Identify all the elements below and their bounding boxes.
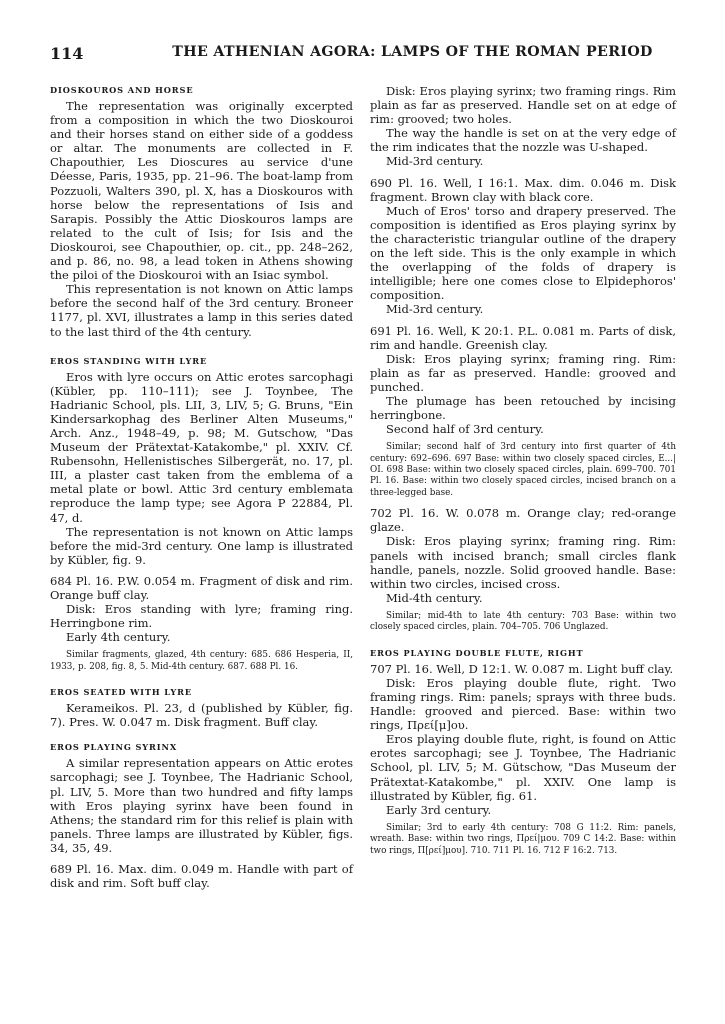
section-heading-eros-standing-lyre: EROS STANDING WITH LYRE — [50, 355, 208, 366]
left-column — [50, 84, 353, 890]
paragraph: The plumage has been retouched by incising herringbone. — [370, 393, 676, 423]
paragraph: Early 3rd century. — [386, 802, 492, 817]
paragraph: Early 4th century. — [66, 630, 171, 645]
paragraph: The representation was originally excerpted from a composition in which the two Dioskouroi and their horses stand on either side of a goddess or altar. The monuments are collected in F. Chapouthier, Les Dioscures au service d'une Déesse, Paris, 1935, pp. 21–96. The boat-lamp from Pozzuoli, Walters 390, pl. X, has a Dioskouros with horse below the representations of Isis and Sarapis. Possibly the Attic Dioskouros lamps are related to the cult of Isis; for Isis and the Dioskouroi, see Chapouthier, op. cit., pp. 248–262, and p. 86, no. 98, a lead token in Athens showing the piloi of the Dioskouroi with an Isiac symbol. — [50, 99, 353, 283]
similar-note-702: Similar; mid-4th to late 4th century: 703 Base: within two closely spaced circles, plain. 704–705. 706 Unglazed. — [370, 610, 676, 633]
paragraph: Disk: Eros playing syrinx; framing ring. Rim: plain as far as preserved. Handle: grooved and punched. — [370, 351, 676, 394]
catalogue-entry-702: 702 Pl. 16. W. 0.078 m. Orange clay; red-orange glaze. — [370, 506, 676, 535]
paragraph: The representation is not known on Attic lamps before the mid-3rd century. One lamp is illustrated by Kübler, fig. 9. — [50, 524, 353, 567]
section-heading-dioskouros: DIOSKOUROS AND HORSE — [50, 85, 194, 95]
paragraph: A similar representation appears on Attic erotes sarcophagi; see J. Toynbee, The Hadrianic School, pl. LIV, 5. More than two hundred and fifty lamps with Eros playing syrinx have been found in Athens; the standard rim for this relief is plain with panels. Three lamps are illustrated by Kübler, figs. 34, 35, 49. — [50, 756, 353, 855]
paragraph: Eros playing double flute, right, is found on Attic erotes sarcophagi; see J. Toynbee, The Hadrianic School, pl. LIV, 5; M. Gütschow, "Das Museum der Prätextat-Katakombe," pl. XXIV. One lamp is illustrated by Kübler, fig. 61. — [370, 732, 676, 803]
page-number: 114 — [50, 44, 84, 63]
paragraph: This representation is not known on Attic lamps before the second half of the 3rd century. Broneer 1177, pl. XVI, illustrates a lamp in this series dated to the last third of the 4th century. — [50, 282, 353, 339]
catalogue-entry-690: 690 Pl. 16. Well, I 16:1. Max. dim. 0.046 m. Disk fragment. Brown clay with black core. — [370, 175, 676, 204]
paragraph: Disk: Eros playing syrinx; framing ring. Rim: panels with incised branch; small circles flank handle, panels, nozzle. Solid grooved handle. Base: within two circles, incised cross. — [370, 534, 676, 591]
paragraph: Mid-3rd century. — [386, 154, 484, 169]
paragraph: Eros with lyre occurs on Attic erotes sarcophagi (Kübler, pp. 110–111); see J. Toynbee, The Hadrianic School, pls. LII, 3, LIV, 5; G. Bruns, "Ein Kindersarkophag des Berliner Alten Museums," Arch. Anz., 1948–49, p. 98; M. Gutschow, "Das Museum der Prätextat-Katakombe," pl. XXIV. Cf. Rubensohn, Hellenistisches Silbergerät, no. 17, pl. III, a plaster cast taken from the emblema of a metal plate or bowl. Attic 3rd century emblemata reproduce the lamp type; see Agora P 22884, Pl. 47, d. — [50, 369, 353, 525]
catalogue-entry-684: 684 Pl. 16. P.W. 0.054 m. Fragment of disk and rim. Orange buff clay. — [50, 573, 353, 602]
paragraph: The way the handle is set on at the very edge of the rim indicates that the nozzle was U-shaped. — [370, 126, 676, 155]
paragraph: Disk: Eros playing double flute, right. Two framing rings. Rim: panels; sprays with three buds. Handle: grooved and pierced. Base: within two rings, Πρεί[μ]ου. — [370, 675, 676, 733]
paragraph: Much of Eros' torso and drapery preserved. The composition is identified as Eros playing syrinx by the characteristic triangular outline of the drapery on the left side. This is the only example in which the overlapping of the folds of drapery is intelligible; here one comes close to Elpidephoros' composition. — [370, 203, 676, 303]
similar-note-684: Similar fragments, glazed, 4th century: 685. 686 Hesperia, II, 1933, p. 208, fig. 8, 5. Mid-4th century. 687. 688 Pl. 16. — [50, 650, 353, 672]
paragraph: Second half of 3rd century. — [386, 422, 544, 437]
paragraph: Kerameikos. Pl. 23, d (published by Kübler, fig. 7). Pres. W. 0.047 m. Disk fragment. Buff clay. — [50, 701, 353, 730]
section-heading-eros-seated-lyre: EROS SEATED WITH LYRE — [50, 687, 193, 698]
paragraph: Mid-4th century. — [386, 590, 483, 605]
paragraph: Disk: Eros standing with lyre; framing ring. Herringbone rim. — [50, 602, 353, 631]
catalogue-entry-691: 691 Pl. 16. Well, K 20:1. P.L. 0.081 m. Parts of disk, rim and handle. Greenish clay. — [370, 323, 676, 352]
running-title: THE ATHENIAN AGORA: LAMPS OF THE ROMAN PERIOD — [172, 44, 653, 60]
catalogue-entry-689: 689 Pl. 16. Max. dim. 0.049 m. Handle with part of disk and rim. Soft buff clay. — [50, 862, 353, 891]
section-heading-eros-double-flute: EROS PLAYING DOUBLE FLUTE, RIGHT — [370, 647, 584, 658]
similar-note-691: Similar; second half of 3rd century into first quarter of 4th century: 692–696. 697 Base: within two closely spaced circles, Ε...|ΟΙ. 698 Base: within two closely spaced circles, plain. 699–700. 701 Pl. 16. Base: within two closely spaced circles, incised branch on a three-legged base. — [370, 442, 676, 498]
section-heading-eros-syrinx: EROS PLAYING SYRINX — [50, 742, 178, 753]
paragraph: Mid-3rd century. — [386, 302, 484, 317]
similar-note-707: Similar; 3rd to early 4th century: 708 G 11:2. Rim: panels, wreath. Base: within two rings, Πρεί|μου. 709 C 14:2. Base: within two rings, Π[ρεί]μου]. 710. 711 Pl. 16. 712 F 16:2. 713. — [370, 822, 676, 856]
catalogue-entry-707: 707 Pl. 16. Well, D 12:1. W. 0.087 m. Light buff clay. — [370, 661, 674, 676]
page-header — [50, 44, 675, 66]
paragraph: Disk: Eros playing syrinx; two framing rings. Rim plain as far as preserved. Handle set on at edge of rim: grooved; two holes. — [370, 84, 676, 127]
right-column — [370, 84, 676, 861]
